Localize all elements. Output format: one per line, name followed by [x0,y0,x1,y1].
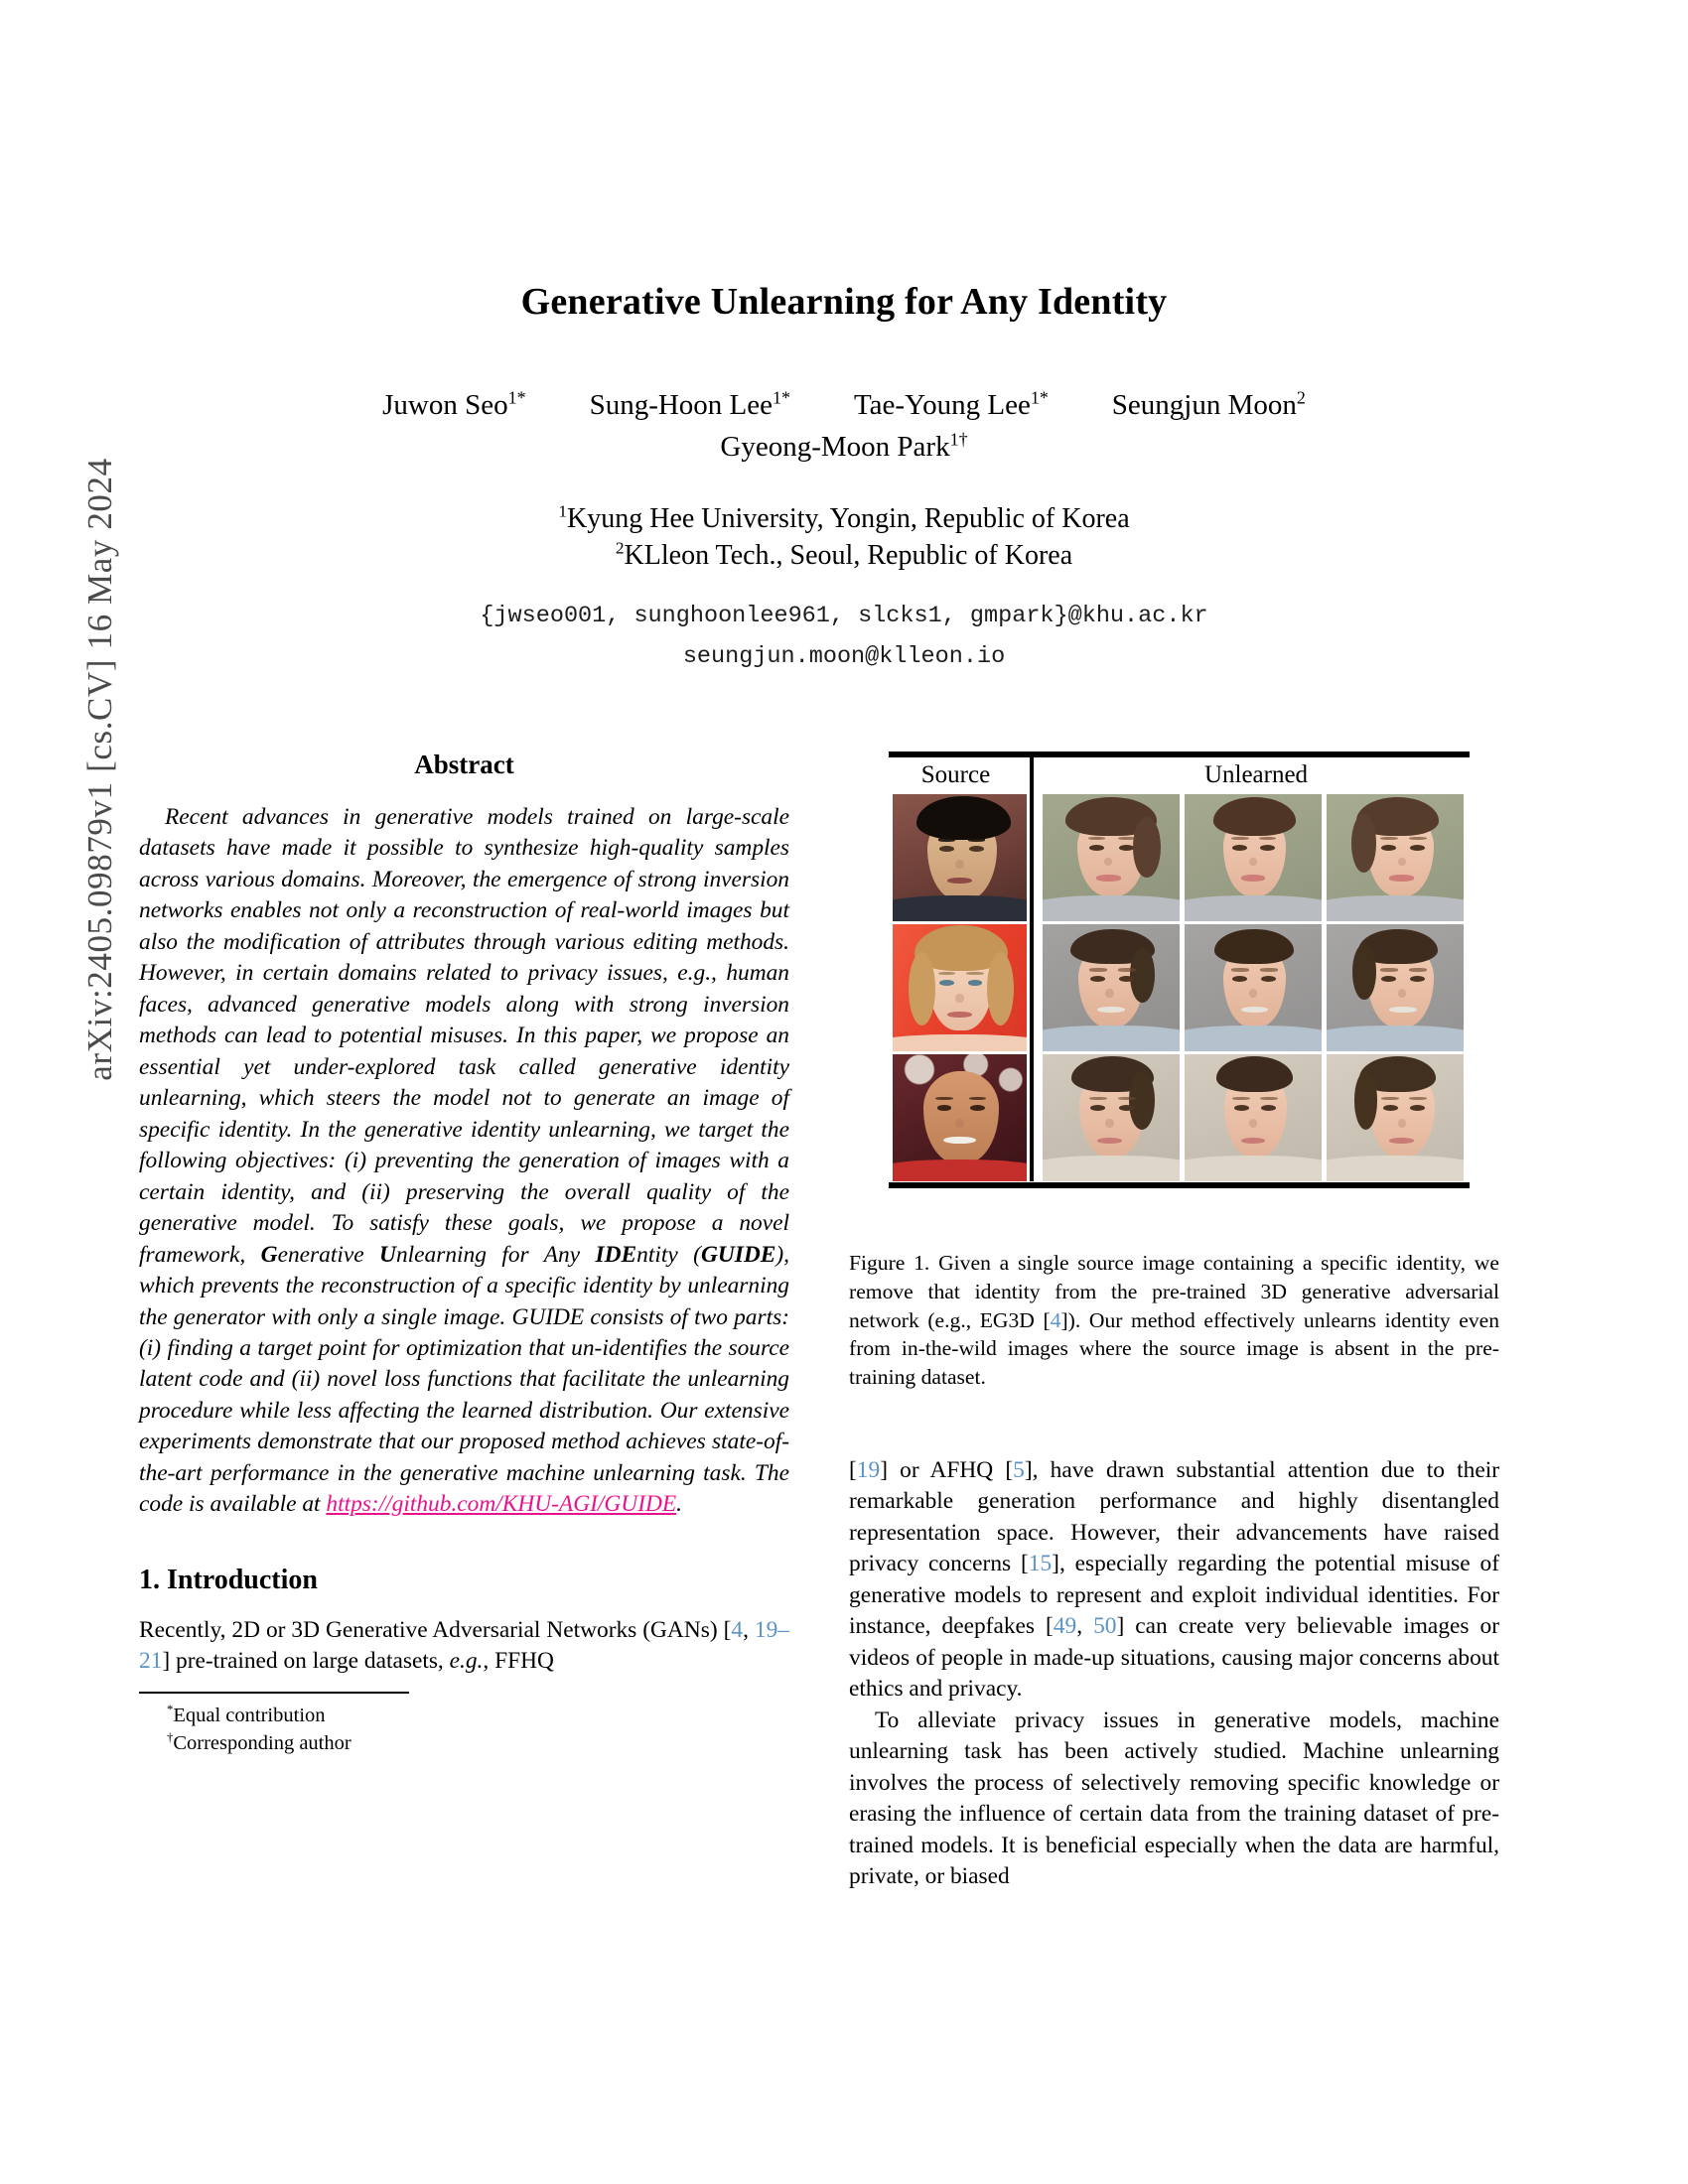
author-row-1 [139,389,1549,422]
shoulders [1185,895,1322,921]
author-juwon-seo: Juwon Seo$^{1*}$ [382,387,526,421]
figure-unlearned-images [1043,794,1470,1181]
affiliation-list [139,501,1549,575]
shoulders [1043,895,1180,921]
section-heading-introduction: 1. Introduction [139,1564,318,1595]
source-face-singer [893,924,1027,1051]
brow-right [1260,968,1278,971]
nose [1398,989,1406,998]
shoulders [1327,1025,1464,1051]
brow-right [1118,968,1136,971]
contact-emails [139,596,1549,677]
introduction-paragraph-1: Recently, 2D or 3D Generative Adversarial Networks (GANs) [4, 19–21] pre-trained on large datasets, e.g., FFHQ [139,1616,789,1675]
mouth [1241,875,1266,881]
hair-side-right [1133,817,1161,878]
eye-right [970,1105,985,1111]
right-column [849,1455,1499,1893]
left-column [139,750,789,1757]
eye-right [1119,845,1134,851]
face-shape [923,1071,999,1162]
brow-left [1089,968,1107,971]
abstract-heading: Abstract [414,750,514,779]
affiliation-marker: 2 [615,538,625,558]
eye-left [1232,845,1247,851]
email-line-klleon: seungjun.moon@klleon.io [682,643,1006,671]
author-tae-young-lee: Tae-Young Lee$^{1*}$ [853,387,1049,421]
figure-source-images [889,794,1023,1181]
brow-right [968,838,986,841]
hair-side-right [1130,947,1155,1003]
eye-left [1381,845,1396,851]
mouth [947,1012,971,1018]
author-sung-hoon-lee: Sung-Hoon Lee$^{1*}$ [589,387,790,421]
author-affil-marker: 1† [949,429,968,450]
figure-row-1 [1043,794,1470,921]
hair-side-left [1351,814,1376,873]
arxiv-stamp: arXiv:2405.09879v1 [cs.CV] 16 May 2024 [80,458,119,1081]
eye-right [1410,1105,1425,1111]
mouth [1389,875,1414,881]
citation-4[interactable]: 4 [731,1616,744,1643]
eye-right [1410,845,1425,851]
shoulders [1327,1156,1464,1181]
figure-column-header-source: Source [920,761,991,788]
mouth-smile [1389,1007,1417,1013]
figure-row-2 [1043,924,1470,1051]
hair-side-left [1354,1071,1377,1130]
source-face-athlete [893,794,1027,921]
hair-side-left [1352,944,1375,1000]
shoulders [893,1034,1027,1051]
eye-left [1089,845,1104,851]
author-affil-marker: 1* [507,387,526,408]
author-seungjun-moon: Seungjun Moon$^2$ [1111,387,1306,421]
figure-grid [889,757,1470,1181]
eye-left [1232,976,1247,982]
nose [1249,989,1257,998]
author-row-2 [139,431,1549,464]
hair-shape [1216,1056,1293,1092]
eye-left [939,846,954,852]
footnote-corresponding-author: †Corresponding author [167,1729,352,1754]
eye-right [969,846,984,852]
citation-19-21[interactable]: 19–21 [139,1616,789,1675]
brow-left [938,838,956,841]
shoulders [1185,1025,1322,1051]
github-link[interactable]: https://github.com/KHU-AGI/GUIDE [326,1491,677,1518]
citation-49[interactable]: 49 [1053,1613,1077,1640]
figure-bottom-rule [889,1182,1470,1188]
shoulders [893,895,1027,921]
eye-right [1261,1105,1276,1111]
figure-source-column [889,757,1034,1181]
footnote-equal-contribution: *Equal contribution [167,1703,326,1727]
affiliation-2: $^2$KLleon Tech., Seoul, Republic of Korea [615,538,1073,571]
footnote-list [139,1703,789,1757]
unlearned-face-r2c3 [1327,924,1464,1051]
eye-left [1090,976,1105,982]
figure-1-caption: Figure 1. Given a single source image containing a specific identity, we remove that identity from the pre-trained 3D generative adversarial network (e.g., EG3D [4]). Our method effectively unlearns identity even from in-the-wild images where the source image is absent in the pre-training dataset. [849,1251,1499,1390]
nose [955,860,963,869]
source-face-actor [893,1054,1027,1181]
figure-row-3 [1043,1054,1470,1181]
nose [955,994,963,1003]
eye-left [1381,976,1396,982]
author-list [139,389,1549,464]
shoulders [1043,1025,1180,1051]
unlearned-face-r3c3 [1327,1054,1464,1181]
nose [955,1119,963,1128]
author-affil-marker: 2 [1296,387,1306,408]
footnote-rule [139,1692,409,1695]
citation-4-caption[interactable]: 4 [1050,1307,1061,1332]
figure-column-header-unlearned: Unlearned [1203,761,1309,788]
eye-right [1260,845,1275,851]
mouth-smile [1241,1007,1269,1013]
unlearned-face-r1c1 [1043,794,1180,921]
citation-19[interactable]: 19 [856,1457,881,1483]
brow-left [1380,968,1398,971]
unlearned-face-r2c2 [1185,924,1322,1051]
affiliation-1: $^1$Kyung Hee University, Yongin, Republic of Korea [558,501,1130,534]
eye-right [1261,976,1276,982]
eye-right [1119,976,1134,982]
nose [1249,1119,1257,1128]
nose [1105,1119,1113,1128]
unlearned-face-r3c1 [1043,1054,1180,1181]
hair-side-left [909,952,935,1025]
affiliation-marker: 1 [558,501,567,521]
shoulders [1185,1156,1322,1181]
citation-50[interactable]: 50 [1093,1613,1117,1640]
unlearned-face-r3c2 [1185,1054,1322,1181]
eye-left [937,1105,952,1111]
unlearned-face-r1c3 [1327,794,1464,921]
eye-right [1119,1105,1134,1111]
shoulders [1327,895,1464,921]
right-paragraph-1: [19] or AFHQ [5], have drawn substantial attention due to their remarkable generation performance and highly disentangled representation space. However, their advancements have raised privacy concerns [15], especially regarding the potential misuse of generative models to represent and exploit individual identities. For instance, deepfakes [49, 50] can create very believable images or videos of people in made-up situations, causing major concerns about ethics and privacy. [849,1457,1500,1703]
shoulders [893,1160,1027,1181]
hair-shape [1213,797,1296,835]
mouth-smile [1097,1007,1125,1013]
figure-1 [889,751,1470,1188]
unlearned-face-r1c2 [1185,794,1322,921]
email-line-khu: {jwseo001, sunghoonlee961, slcks1, gmpark}@khu.ac.kr [480,603,1208,629]
author-affil-marker: 1* [773,387,790,408]
eye-right [1410,976,1425,982]
hair-side-right [987,952,1014,1025]
eye-left [1383,1105,1398,1111]
citation-15[interactable]: 15 [1028,1551,1053,1577]
shoulders [1043,1156,1180,1181]
figure-unlearned-column [1034,757,1470,1181]
nose [1105,989,1113,998]
eye-left [939,980,954,986]
author-gyeong-moon-park: Gyeong-Moon Park$^{1\dagger}$ [720,429,968,463]
brow-left [1231,968,1249,971]
unlearned-face-r2c1 [1043,924,1180,1051]
eye-left [1234,1105,1249,1111]
brow-right [1409,968,1427,971]
footnote-marker-asterisk: * [167,1703,174,1717]
eye-right [968,980,983,986]
page-title: Generative Unlearning for Any Identity [520,281,1168,323]
right-paragraph-2: To alleviate privacy issues in generative models, machine unlearning task has been actively studied. Machine unlearning involves the process of selectively removing specific knowledge or erasing the influence of certain data from the training dataset of pre-trained models. It is beneficial especially when the data are harmful, private, or biased [849,1706,1499,1890]
author-affil-marker: 1* [1030,387,1049,408]
mouth [1096,875,1121,881]
abstract-text: Recent advances in generative models trained on large-scale datasets have made it possible to synthesize high-quality samples across various domains. Moreover, the emergence of strong inversion networks enables not only a reconstruction of real-world images but also the modification of attributes through various editing methods. However, in certain domains related to privacy issues, e.g., human faces, advanced generative models along with strong inversion methods can lead to potential misuses. In this paper, we propose an essential yet under-explored task called generative identity unlearning, which steers the model not to generate an image of specific identity. In the generative identity unlearning, we target the following objectives: (i) preventing the generation of images with a certain identity, and (ii) preserving the overall quality of the generative model. To satisfy these goals, we propose a novel framework, Generative Unlearning for Any IDEntity (GUIDE), which prevents the reconstruction of a specific identity by unlearning the generator with only a single image. GUIDE consists of two parts: (i) finding a target point for optimization that un-identifies the source latent code and (ii) novel loss functions that facilitate the unlearning procedure while less affecting the learned distribution. Our extensive experiments demonstrate that our proposed method achieves state-of-the-art performance in the generative machine unlearning task. The code is available at https://github.com/KHU-AGI/GUIDE. [139,804,789,1518]
footnote-marker-dagger: † [167,1729,174,1744]
eye-left [1090,1105,1105,1111]
nose [1398,1119,1406,1128]
citation-5[interactable]: 5 [1013,1457,1025,1483]
